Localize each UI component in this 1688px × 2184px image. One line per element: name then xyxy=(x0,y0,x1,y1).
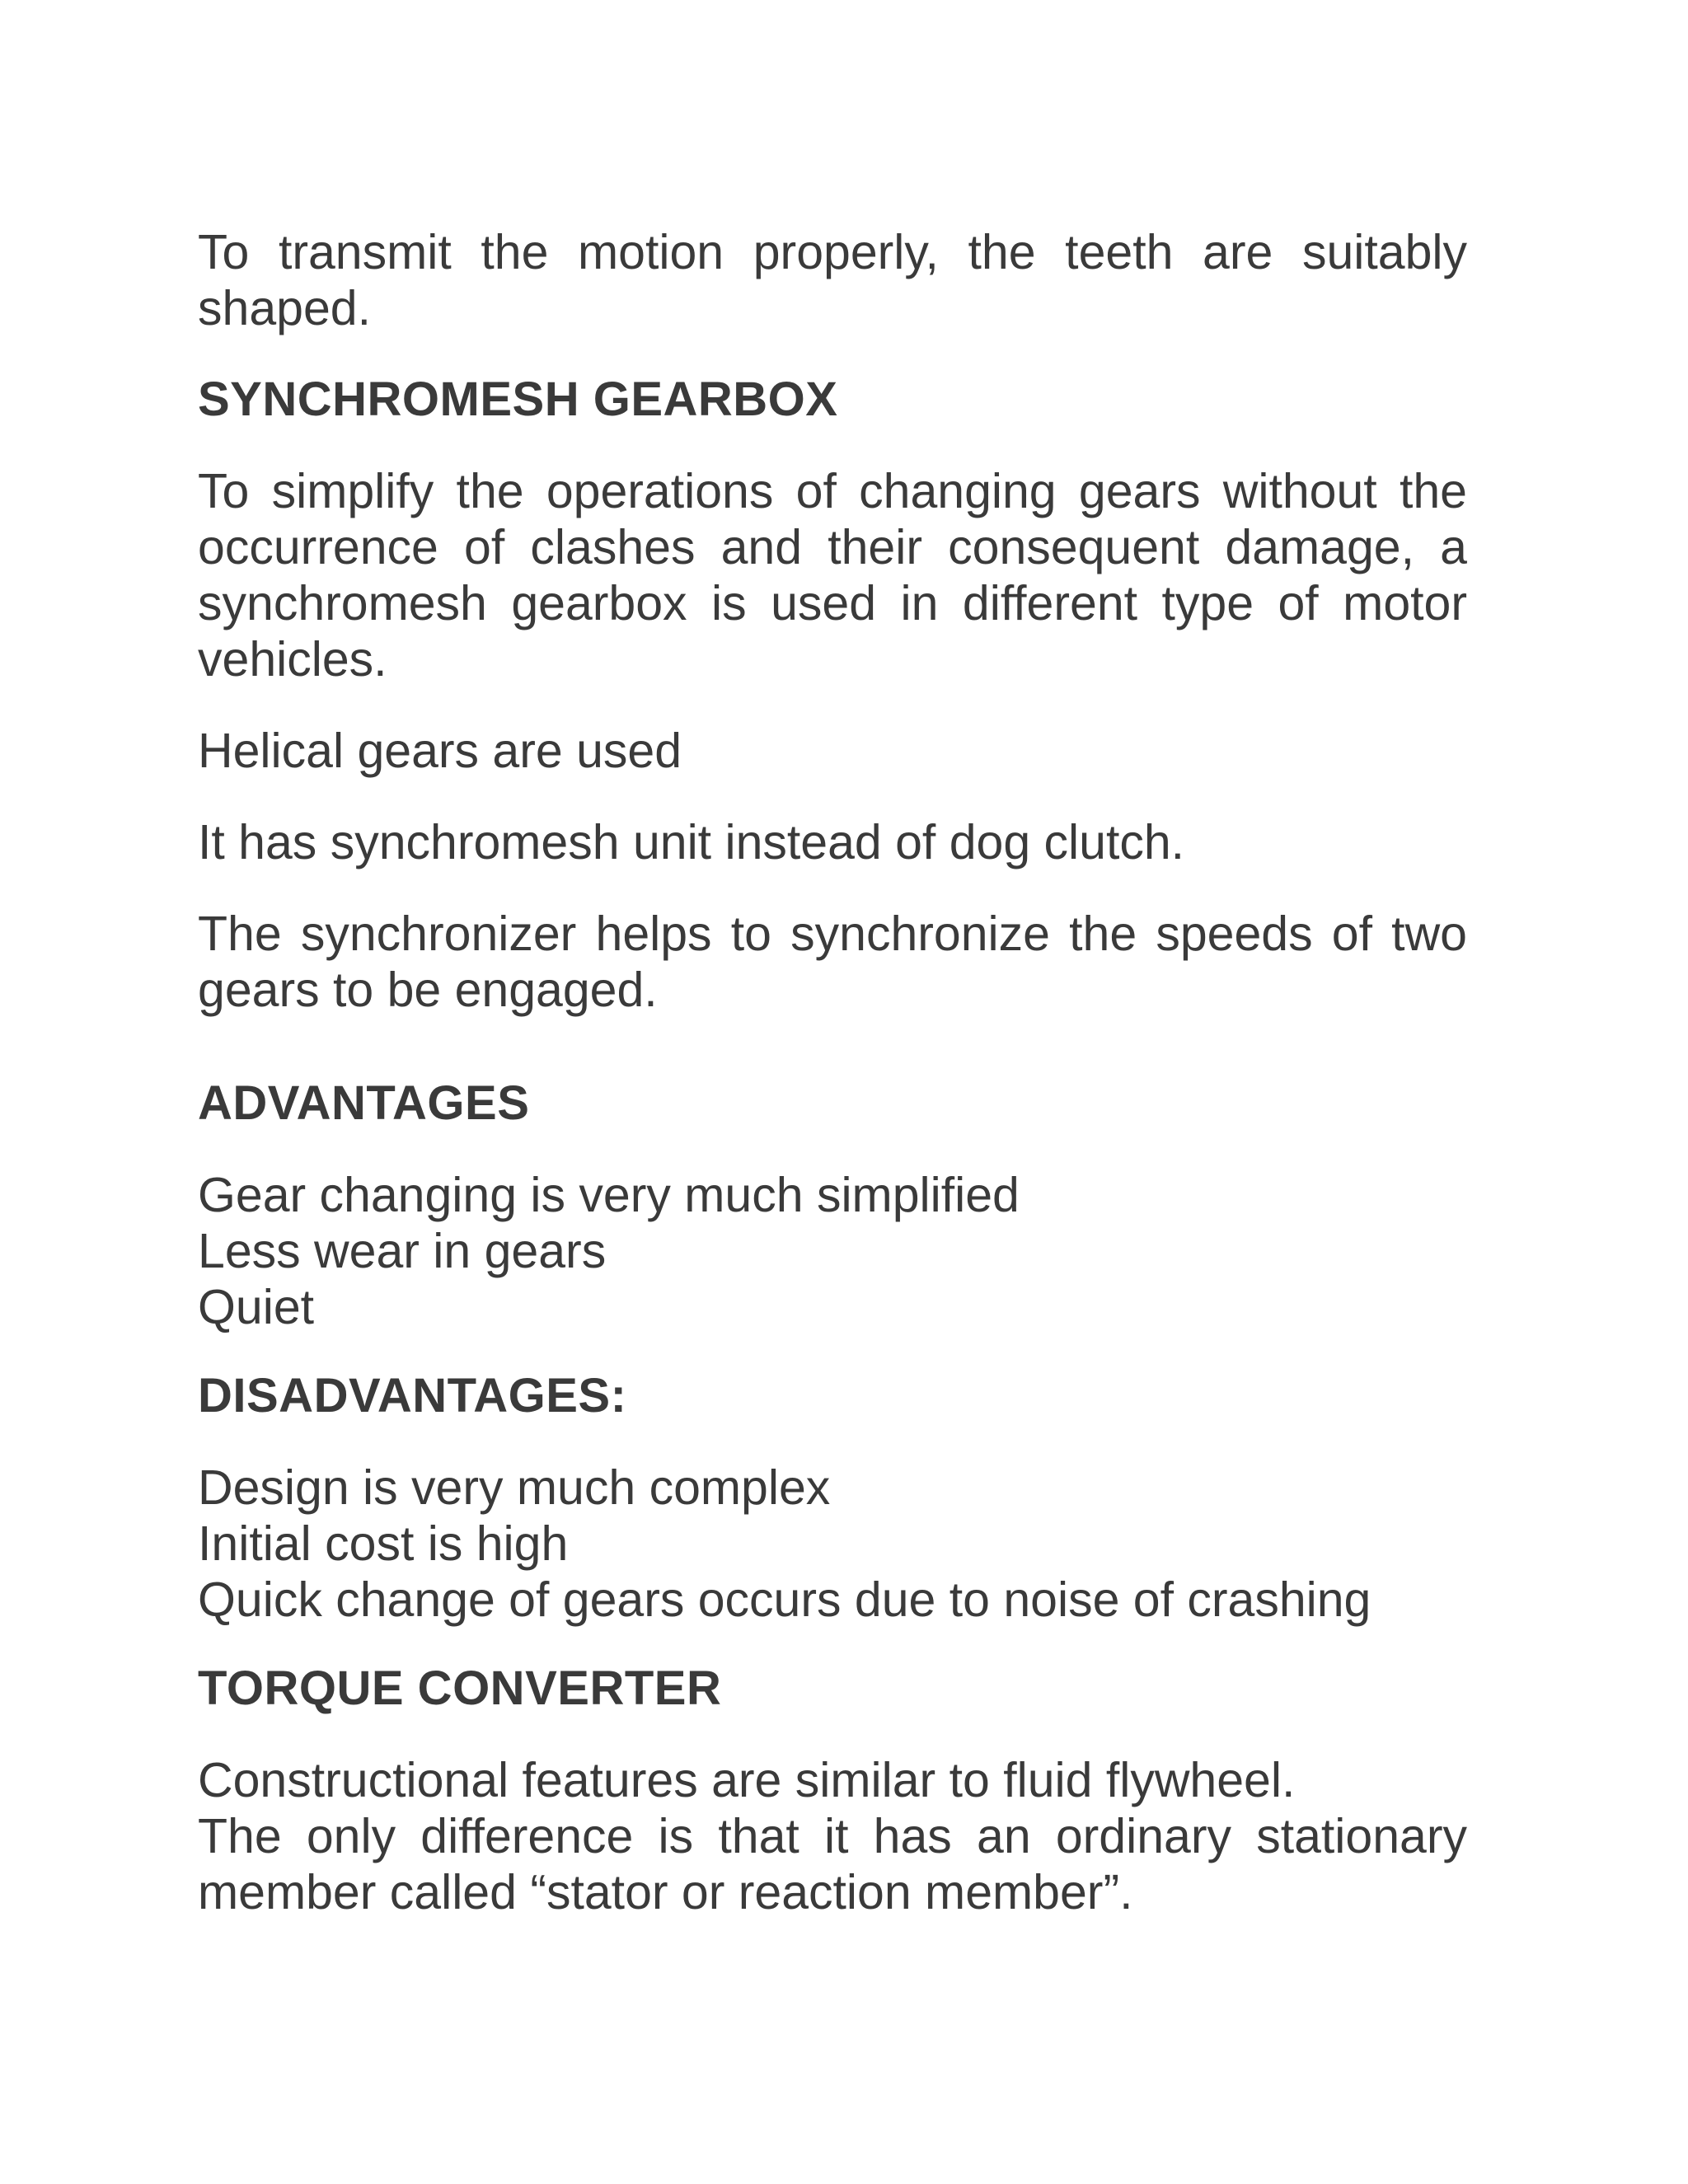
advantage-item: Quiet xyxy=(198,1280,315,1334)
advantage-item: Less wear in gears xyxy=(198,1224,607,1278)
disadvantages-list xyxy=(198,1460,1467,1628)
synchromesh-paragraph: To simplify the operations of changing gears without the occurrence of clashes and their consequent damage, a synchromesh gearbox is used in different type of motor vehicles. xyxy=(198,464,1467,687)
torque-converter-line: The only difference is that it has an ordinary stationary member called “stator or reaction member”. xyxy=(198,1809,1467,1919)
advantages-heading: ADVANTAGES xyxy=(198,1076,530,1130)
intro-paragraph: To transmit the motion properly, the teeth are suitably shaped. xyxy=(198,225,1467,335)
disadvantages-heading: DISADVANTAGES: xyxy=(198,1369,627,1422)
torque-converter-line: Constructional features are similar to fluid flywheel. xyxy=(198,1753,1296,1807)
synchromesh-paragraph: The synchronizer helps to synchronize the speeds of two gears to be engaged. xyxy=(198,907,1467,1017)
synchromesh-heading: SYNCHROMESH GEARBOX xyxy=(198,373,838,426)
disadvantage-item: Quick change of gears occurs due to noise of crashing xyxy=(198,1572,1372,1627)
synchromesh-paragraph: It has synchromesh unit instead of dog clutch. xyxy=(198,815,1185,869)
advantages-list xyxy=(198,1167,1467,1335)
advantage-item: Gear changing is very much simplified xyxy=(198,1168,1020,1222)
torque-converter-heading: TORQUE CONVERTER xyxy=(198,1661,722,1715)
document-page xyxy=(198,224,1467,1956)
disadvantage-item: Initial cost is high xyxy=(198,1516,569,1571)
synchromesh-paragraph: Helical gears are used xyxy=(198,724,682,778)
disadvantage-item: Design is very much complex xyxy=(198,1460,831,1515)
